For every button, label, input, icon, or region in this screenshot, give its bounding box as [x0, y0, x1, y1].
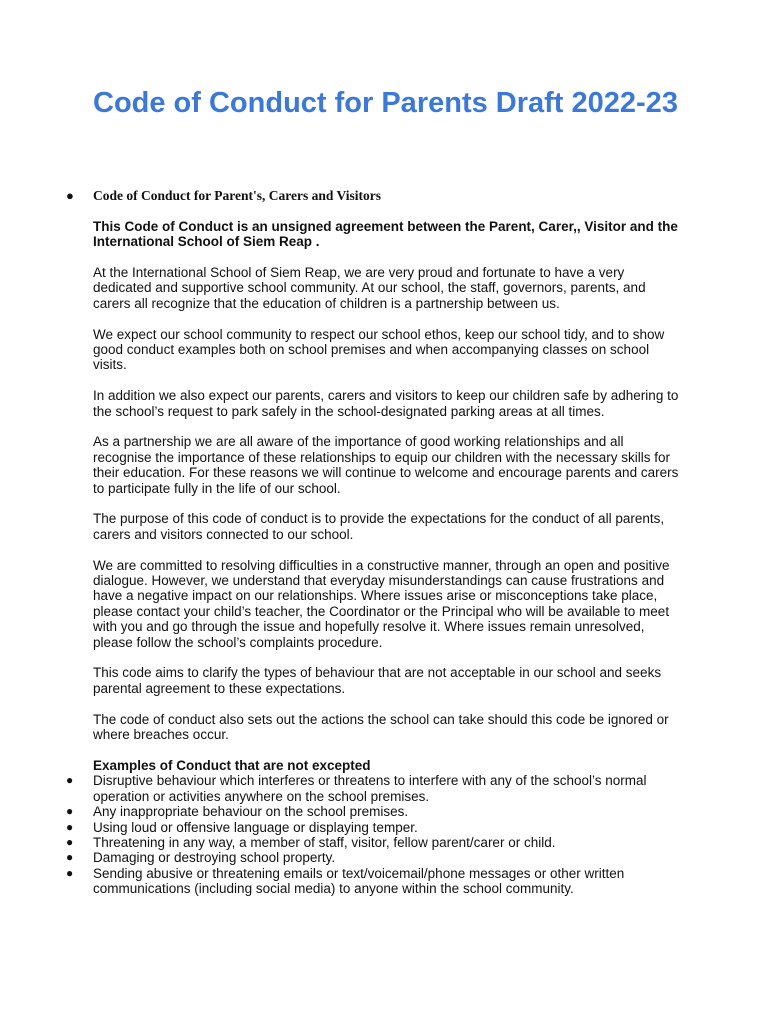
section-heading: Code of Conduct for Parent's, Carers and Visitors	[93, 188, 381, 203]
list-item-text: Sending abusive or threatening emails or text/voicemail/phone messages or other written communications (including social media) to anyone within the school community.	[93, 865, 625, 897]
examples-heading: Examples of Conduct that are not excepted	[93, 757, 371, 773]
bullet-icon: ●	[66, 865, 74, 880]
list-item-text: Using loud or offensive language or displaying temper.	[93, 819, 418, 835]
examples-list	[66, 773, 683, 897]
paragraph: As a partnership we are all aware of the importance of good working relationships and all recognise the importance of these relationships to equip our children with the necessary skills for their education. For these reasons we will continue to welcome and encourage parents and carers to participate fully in the life of our school.	[93, 434, 679, 496]
bullet-icon: ●	[66, 188, 74, 203]
list-item	[66, 804, 683, 820]
list-item	[66, 773, 683, 804]
paragraph: At the International School of Siem Reap, we are very proud and fortunate to have a very dedicated and supportive school community. At our school, the staff, governors, parents, and carers all recognize that the education of children is a partnership between us.	[93, 265, 646, 311]
list-item	[66, 819, 683, 835]
paragraph: In addition we also expect our parents, carers and visitors to keep our children safe by adhering to the school’s request to park safely in the school-designated parking areas at all times.	[93, 388, 679, 419]
page-title: Code of Conduct for Parents Draft 2022-23	[93, 87, 678, 119]
paragraph: We expect our school community to respect our school ethos, keep our school tidy, and to show good conduct examples both on school premises and when accompanying classes on school visits.	[93, 326, 665, 373]
bullet-icon: ●	[66, 834, 74, 849]
paragraph: We are committed to resolving difficulties in a constructive manner, through an open and positive dialogue. However, we understand that everyday misunderstandings can cause frustrations and have a negative impact on our relationships. Where issues arise or misconceptions take place, please contact your child’s teacher, the Coordinator or the Principal who will be available to meet with you and go through the issue and hopefully resolve it. Where issues remain unresolved, please follow the school’s complaints procedure.	[93, 557, 670, 650]
list-item	[66, 834, 683, 850]
list-item	[66, 850, 683, 866]
list-item-text: Disruptive behaviour which interferes or threatens to interfere with any of the school’s normal operation or activities anywhere on the school premises.	[93, 773, 647, 804]
list-item	[66, 865, 683, 897]
paragraph: The purpose of this code of conduct is to provide the expectations for the conduct of all parents, carers and visitors connected to our school.	[93, 511, 665, 542]
bullet-icon: ●	[66, 819, 74, 834]
list-item-text: Any inappropriate behaviour on the school premises.	[93, 804, 409, 820]
intro-statement: This Code of Conduct is an unsigned agreement between the Parent, Carer,, Visitor and the International School of Siem Reap .	[93, 218, 678, 250]
paragraph: The code of conduct also sets out the actions the school can take should this code be ignored or where breaches occur.	[93, 711, 669, 743]
bullet-icon: ●	[66, 773, 74, 788]
list-item-text: Damaging or destroying school property.	[93, 850, 336, 866]
paragraph: This code aims to clarify the types of behaviour that are not acceptable in our school and seeks parental agreement to these expectations.	[93, 665, 662, 696]
bullet-icon: ●	[66, 850, 74, 865]
list-item-text: Threatening in any way, a member of staff, visitor, fellow parent/carer or child.	[93, 834, 556, 850]
bullet-icon: ●	[66, 804, 74, 819]
document-body	[66, 188, 683, 897]
